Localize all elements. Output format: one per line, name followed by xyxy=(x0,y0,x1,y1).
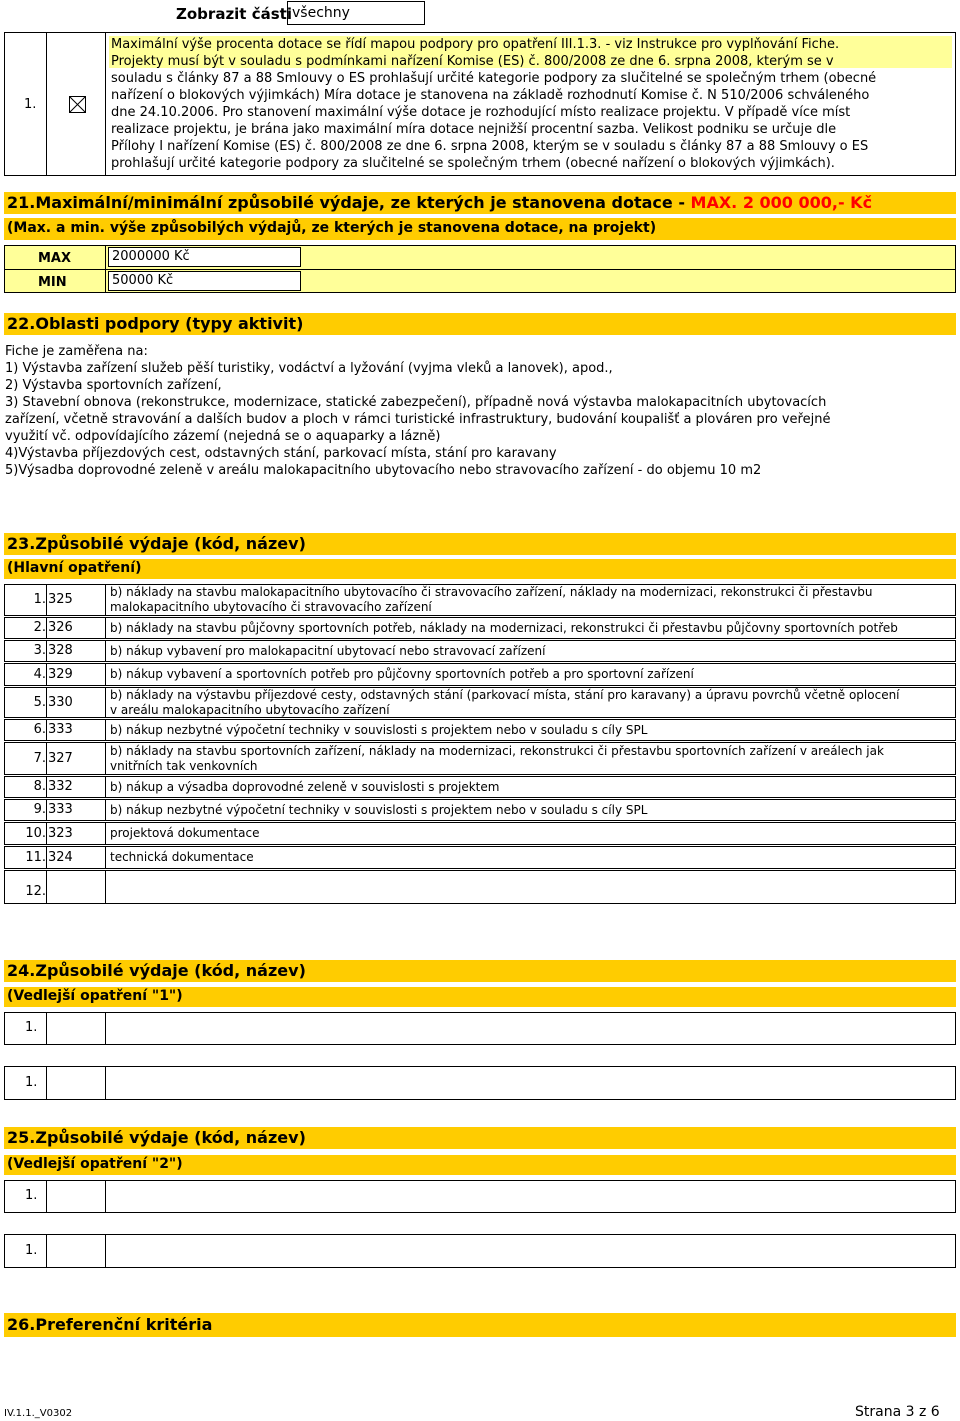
row1-line: souladu s články 87 a 88 Smlouvy o ES prohlašují určité kategorie podpory za slučitelné se společným trhem (obecné xyxy=(111,71,877,86)
row1-line: prohlašují určité kategorie podpory za slučitelné se společným trhem (obecné nařízení o blokových výjimkách). xyxy=(111,156,835,171)
section-25-title: 25.Způsobilé výdaje (kód, název) xyxy=(4,1127,956,1149)
row-text-line: b) náklady na stavbu sportovních zařízení, náklady na modernizaci, rekonstrukci či přestavbu sportovních zařízení v areálech jak xyxy=(110,744,884,758)
row-text-line: b) nákup a výsadba doprovodné zeleně v souvislosti s projektem xyxy=(110,780,500,794)
section-22-text xyxy=(5,343,955,479)
row-text xyxy=(110,688,953,718)
row1-line: realizace projektu, je brána jako maximální míra dotace nejnižší procentní sazba. Velikost podniku se určuje dle xyxy=(111,122,837,137)
row-text-line: b) náklady na stavbu malokapacitního ubytovacího či stravovacího zařízení, náklady na modernizaci, rekonstrukci či přestavbu xyxy=(110,585,873,599)
show-sections-select[interactable] xyxy=(287,1,425,25)
row-text-line: b) náklady na výstavbu příjezdové cesty, odstavných stání (parkovací místa, stání pro karavany) a úpravu povrchů včetně oplocení xyxy=(110,688,900,702)
section-22-title: 22.Oblasti podpory (typy aktivit) xyxy=(4,313,956,335)
section-24-title: 24.Způsobilé výdaje (kód, název) xyxy=(4,960,956,982)
section-25-subtitle: (Vedlejší opatření "2") xyxy=(4,1155,956,1175)
row-text-line: b) náklady na stavbu půjčovny sportovních potřeb, náklady na modernizaci, rekonstrukci či přestavbu půjčovny sportovních potřeb xyxy=(110,621,898,635)
row1-line: dne 24.10.2006. Pro stanovení maximální výše dotace je rozhodující místo realizace projektu. V případě více míst xyxy=(111,105,851,120)
row-text xyxy=(110,744,953,774)
s25-row xyxy=(4,1180,956,1213)
row-text-line: vnitřních tak venkovních xyxy=(110,759,258,773)
row-text-line: b) nákup vybavení pro malokapacitní ubytovací nebo stravovací zařízení xyxy=(110,644,546,658)
row-number: 9. xyxy=(33,802,46,817)
row1-line: Projekty musí být v souladu s podmínkami nařízení Komise (ES) č. 800/2008 ze dne 6. srpna 2008, kterým se v xyxy=(111,54,834,69)
row-code: 325 xyxy=(48,592,73,607)
s24-row-num: 1. xyxy=(25,1020,38,1035)
footer-code: IV.1.1._V0302 xyxy=(4,1408,73,1419)
row-code: 333 xyxy=(48,802,73,817)
row-text xyxy=(110,826,953,841)
row-text xyxy=(110,803,953,818)
row-number: 5. xyxy=(33,695,46,710)
checkbox-x-icon xyxy=(70,97,85,112)
s24-row xyxy=(4,1012,956,1045)
max-amount: MAX. 2 000 000,- Kč xyxy=(690,193,873,212)
row-code: 329 xyxy=(48,667,73,682)
s24-row xyxy=(4,1066,956,1100)
row-text-line: v areálu malokapacitního ubytovacího zařízení xyxy=(110,703,390,717)
row-text xyxy=(110,667,953,682)
row1-text xyxy=(111,36,951,172)
section-23-title: 23.Způsobilé výdaje (kód, název) xyxy=(4,533,956,555)
s22-line: 5)Výsadba doprovodné zeleně v areálu malokapacitního ubytovacího nebo stravovacího zařízení - do objemu 10 m2 xyxy=(5,463,762,478)
s22-line: Fiche je zaměřena na: xyxy=(5,344,148,359)
row1-checkbox[interactable] xyxy=(69,96,86,113)
row-number: 7. xyxy=(33,751,46,766)
row-number: 6. xyxy=(33,722,46,737)
row-text-line: b) nákup nezbytné výpočetní techniky v souvislosti s projektem nebo v souladu s cíly SPL xyxy=(110,723,648,737)
row-text-line: technická dokumentace xyxy=(110,850,254,864)
min-input[interactable]: 50000 Kč xyxy=(108,271,301,291)
row-number: 4. xyxy=(33,667,46,682)
row1-line: Přílohy I nařízení Komise (ES) č. 800/2008 ze dne 6. srpna 2008, kterým se v souladu s články 87 a 88 Smlouvy o ES xyxy=(111,139,869,154)
row-text-line: b) nákup nezbytné výpočetní techniky v souvislosti s projektem nebo v souladu s cíly SPL xyxy=(110,803,648,817)
row-text xyxy=(110,621,953,636)
s25-row-num: 1. xyxy=(25,1243,38,1258)
row-text-line: malokapacitního ubytovacího či stravovacího zařízení xyxy=(110,600,432,614)
row-code: 333 xyxy=(48,722,73,737)
max-label: MAX xyxy=(38,251,72,266)
show-sections-label: Zobrazit části xyxy=(176,5,292,23)
s22-line: 4)Výstavba příjezdových cest, odstavných stání, parkovací místa, stání pro karavany xyxy=(5,446,557,461)
s22-line: 3) Stavební obnova (rekonstrukce, modernizace, statické zabezpečení), případně nová výstavba malokapacitních ubytovacích xyxy=(5,395,827,410)
section-26-title: 26.Preferenční kritéria xyxy=(4,1313,956,1337)
s25-row-num: 1. xyxy=(25,1188,38,1203)
show-sections-value: všechny xyxy=(292,5,350,21)
row-code: 326 xyxy=(48,620,73,635)
row-number: 10. xyxy=(25,826,46,841)
row-text xyxy=(110,644,953,659)
row1-number: 1. xyxy=(24,97,37,112)
s22-line: 1) Výstavba zařízení služeb pěší turistiky, vodáctví a lyžování (vyjma vleků a lanovek), apod., xyxy=(5,361,613,376)
row1-line: Maximální výše procenta dotace se řídí mapou podpory pro opatření III.1.3. - viz Instrukce pro vyplňování Fiche. xyxy=(111,37,840,52)
s22-line: využití vč. odpovídajícího zázemí (nejedná se o aquaparky a lázně) xyxy=(5,429,441,444)
row-text xyxy=(110,723,953,738)
footer-page: Strana 3 z 6 xyxy=(855,1404,940,1420)
max-input[interactable]: 2000000 Kč xyxy=(108,247,301,267)
row-code: 324 xyxy=(48,850,73,865)
row-code: 330 xyxy=(48,695,73,710)
section-24-subtitle: (Vedlejší opatření "1") xyxy=(4,987,956,1007)
row-number: 2. xyxy=(33,620,46,635)
row-code: 327 xyxy=(48,751,73,766)
row-code: 323 xyxy=(48,826,73,841)
row-text xyxy=(110,850,953,865)
section-23-subtitle: (Hlavní opatření) xyxy=(4,559,956,579)
s24-row-num: 1. xyxy=(25,1075,38,1090)
row-number: 1. xyxy=(33,592,46,607)
s25-row xyxy=(4,1234,956,1268)
row-text-line: b) nákup vybavení a sportovních potřeb pro půjčovny sportovních potřeb a pro sportovní zařízení xyxy=(110,667,694,681)
section-21-subtitle: (Max. a min. výše způsobilých výdajů, ze kterých je stanovena dotace, na projekt) xyxy=(4,218,956,240)
section-21-title: 21.Maximální/minimální způsobilé výdaje, ze kterých je stanovena dotace - MAX. 2 000 000,- Kč xyxy=(4,192,956,214)
s22-line: 2) Výstavba sportovních zařízení, xyxy=(5,378,222,393)
row1-line: nařízení o blokových výjimkách) Míra dotace je stanovena na základě rozhodnutí Komise č. N 510/2006 schváleného xyxy=(111,88,870,103)
s22-line: zařízení, včetně stravování a dalších budov a ploch v rámci turistické infrastruktury, budování koupališť a plováren pro veřejné xyxy=(5,412,831,427)
row-text-line: projektová dokumentace xyxy=(110,826,260,840)
row-code: 328 xyxy=(48,643,73,658)
row-number: 3. xyxy=(33,643,46,658)
row-number: 12. xyxy=(25,884,46,899)
table-row xyxy=(4,870,956,904)
row-number: 8. xyxy=(33,779,46,794)
row-text xyxy=(110,585,953,615)
row-text xyxy=(110,780,953,795)
row-number: 11. xyxy=(25,850,46,865)
min-label: MIN xyxy=(38,275,67,290)
row-code: 332 xyxy=(48,779,73,794)
